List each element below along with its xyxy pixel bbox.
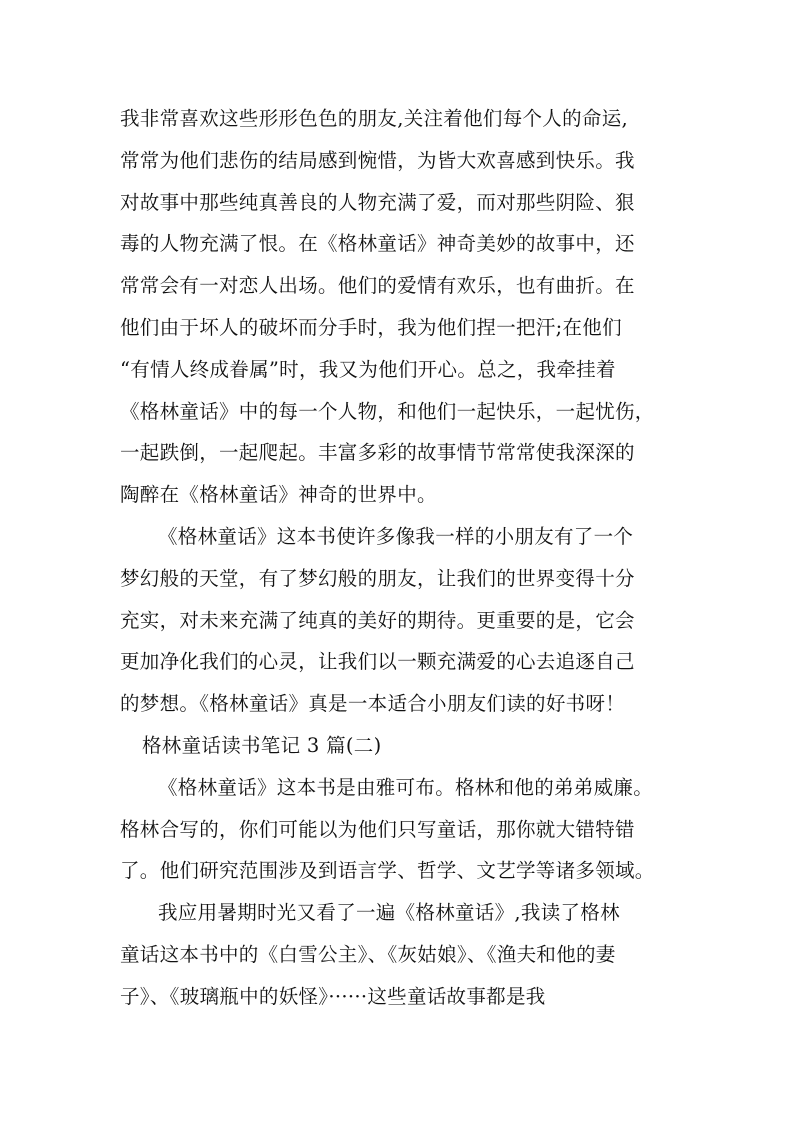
paragraph-line: 毒的人物充满了恨。在《格林童话》神奇美妙的故事中，还 <box>120 232 635 256</box>
paragraph-line: 《格林童话》这本书是由雅可布。格林和他的弟弟威廉。 <box>158 775 654 799</box>
paragraph-line: 一起跌倒，一起爬起。丰富多彩的故事情节常常使我深深的 <box>120 441 635 465</box>
paragraph-line: 的梦想。《格林童话》真是一本适合小朋友们读的好书呀！ <box>120 692 626 716</box>
paragraph-line: 《格林童话》这本书使许多像我一样的小朋友有了一个 <box>158 524 634 548</box>
paragraph-line: 了。他们研究范围涉及到语言学、哲学、文艺学等诸多领域。 <box>120 859 655 883</box>
paragraph-line: 充实，对未来充满了纯真的美好的期待。更重要的是，它会 <box>120 608 635 632</box>
paragraph-line: 陶醉在《格林童话》神奇的世界中。 <box>120 483 437 507</box>
paragraph-line: “有情人终成眷属”时，我又为他们开心。总之，我牵挂着 <box>120 357 616 381</box>
paragraph-line: 童话这本书中的《白雪公主》、《灰姑娘》、《渔夫和他的妻 <box>120 942 616 966</box>
paragraph-line: 常常会有一对恋人出场。他们的爱情有欢乐，也有曲折。在 <box>120 274 635 298</box>
paragraph-line: 梦幻般的天堂，有了梦幻般的朋友，让我们的世界变得十分 <box>120 566 635 590</box>
paragraph-line: 更加净化我们的心灵，让我们以一颗充满爱的心去追逐自己 <box>120 650 635 674</box>
paragraph-line: 《格林童话》中的每一个人物，和他们一起快乐，一起忧伤， <box>120 399 655 423</box>
paragraph-line: 常常为他们悲伤的结局感到惋惜，为皆大欢喜感到快乐。我 <box>120 148 635 172</box>
paragraph-line: 对故事中那些纯真善良的人物充满了爱，而对那些阴险、狠 <box>120 190 635 214</box>
paragraph-line: 子》、《玻璃瓶中的妖怪》······这些童话故事都是我 <box>120 984 546 1008</box>
paragraph-line: 我应用暑期时光又看了一遍《格林童话》,我读了格林 <box>158 901 620 925</box>
document-body <box>120 98 700 1018</box>
paragraph-line: 格林合写的，你们可能以为他们只写童话，那你就大错特错 <box>120 817 635 841</box>
section-heading: 格林童话读书笔记 3 篇(二) <box>142 733 382 757</box>
paragraph-line: 他们由于坏人的破坏而分手时，我为他们捏一把汗;在他们 <box>120 315 622 339</box>
paragraph-line: 我非常喜欢这些形形色色的朋友,关注着他们每个人的命运, <box>120 107 628 130</box>
